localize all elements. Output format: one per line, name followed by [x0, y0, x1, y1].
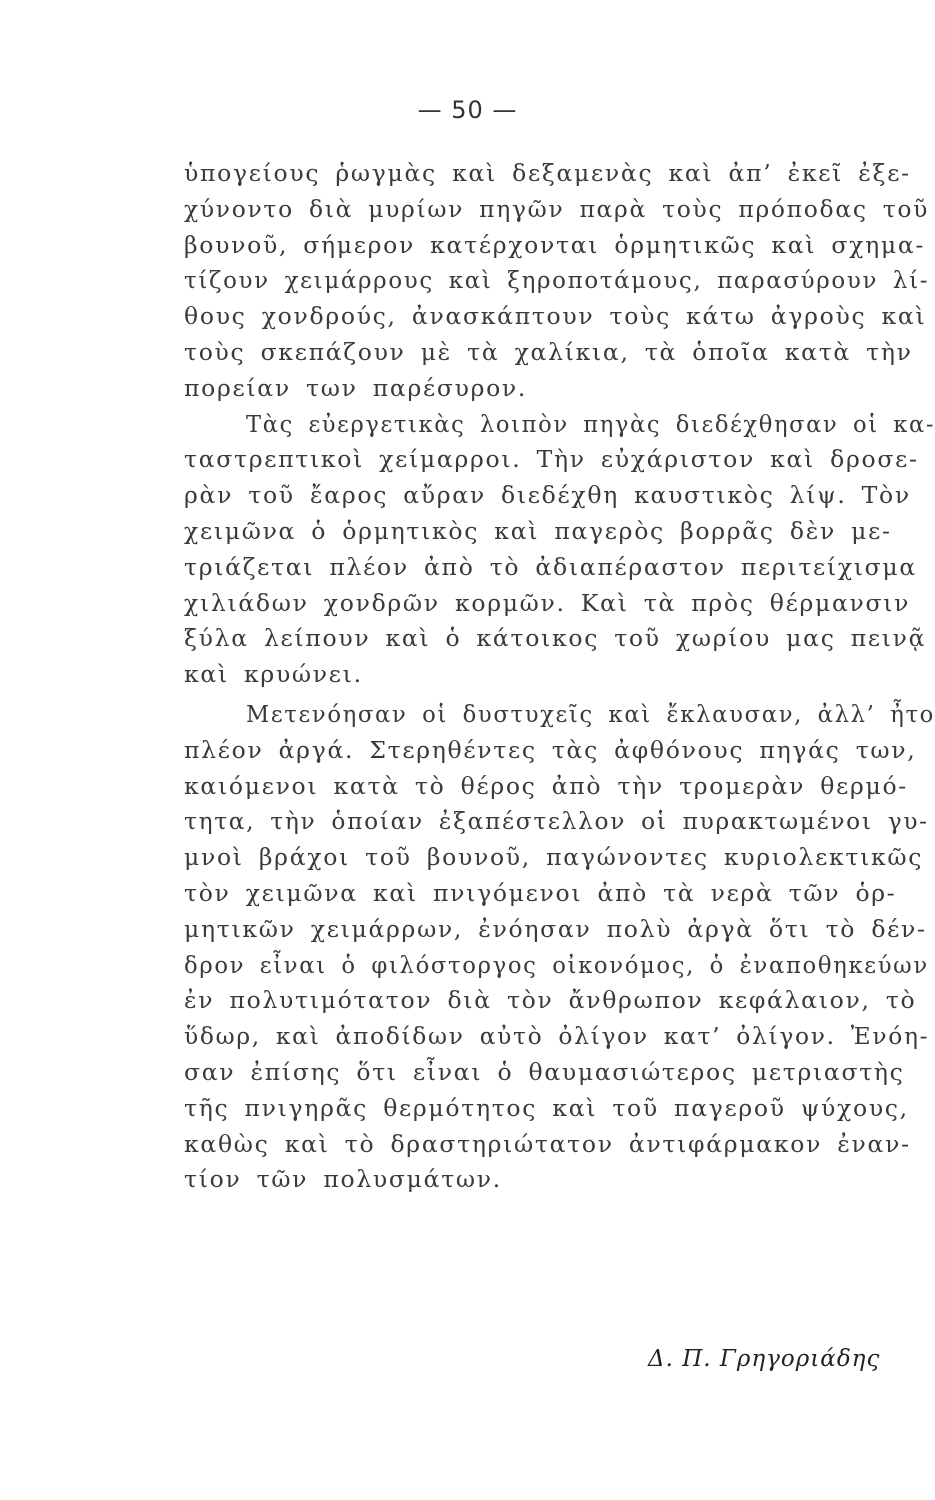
- text-line: καὶ κρυώνει.: [184, 660, 363, 689]
- text-line: τριάζεται πλέον ἀπὸ τὸ ἀδιαπέραστον περιτείχισμα: [184, 552, 917, 581]
- text-line: θους χονδρούς, ἀνασκάπτουν τοὺς κάτω ἀγροὺς καὶ: [184, 302, 927, 331]
- text-line: χιλιάδων χονδρῶν κορμῶν. Καὶ τὰ πρὸς θέρμανσιν: [184, 588, 911, 617]
- text-line: ρὰν τοῦ ἔαρος αὔραν διεδέχθη καυστικὸς λίψ. Τὸν: [184, 481, 911, 510]
- text-line: μητικῶν χειμάρρων, ἐνόησαν πολὺ ἀργὰ ὅτι τὸ δέν-: [184, 914, 927, 943]
- text-line: ἐν πολυτιμότατον διὰ τὸν ἄνθρωπον κεφάλαιον, τὸ: [184, 986, 917, 1015]
- text-line: τίζουν χειμάρρους καὶ ξηροποτάμους, παρασύρουν λί-: [184, 266, 930, 295]
- text-line: τίον τῶν πολυσμάτων.: [184, 1165, 502, 1194]
- page-number: — 50 —: [417, 96, 518, 124]
- text-line: καιόμενοι κατὰ τὸ θέρος ἀπὸ τὴν τρομερὰν θερμό-: [184, 771, 908, 800]
- text-line: χειμῶνα ὁ ὁρμητικὸς καὶ παγερὸς βορρᾶς δὲν με-: [184, 516, 892, 545]
- text-line: πορείαν των παρέσυρον.: [184, 373, 528, 402]
- paragraph-start-line: Τὰς εὐεργετικὰς λοιπὸν πηγὰς διεδέχθησαν οἱ κα-: [246, 409, 935, 438]
- text-line: δρον εἶναι ὁ φιλόστοργος οἰκονόμος, ὁ ἐναποθηκεύων: [184, 950, 929, 979]
- text-line: μνοὶ βράχοι τοῦ βουνοῦ, παγώνοντες κυριολεκτικῶς: [184, 843, 924, 872]
- text-line: τὸν χειμῶνα καὶ πνιγόμενοι ἀπὸ τὰ νερὰ τῶν ὁρ-: [184, 878, 897, 907]
- text-line: τητα, τὴν ὁποίαν ἐξαπέστελλον οἱ πυρακτωμένοι γυ-: [184, 807, 929, 836]
- text-line: ταστρεπτικοὶ χείμαρροι. Τὴν εὐχάριστον καὶ δροσε-: [184, 445, 919, 474]
- text-line: ὕδωρ, καὶ ἀποδίδων αὐτὸ ὀλίγον κατ’ ὀλίγον. Ἐνόη-: [184, 1022, 930, 1051]
- text-line: ξύλα λείπουν καὶ ὁ κάτοικος τοῦ χωρίου μας πεινᾷ: [184, 624, 927, 653]
- text-line: βουνοῦ, σήμερον κατέρχονται ὁρμητικῶς καὶ σχημα-: [184, 230, 926, 259]
- author-signature: Δ. Π. Γρηγοριάδης: [648, 1346, 881, 1372]
- text-line: τοὺς σκεπάζουν μὲ τὰ χαλίκια, τὰ ὁποῖα κατὰ τὴν: [184, 337, 913, 366]
- paragraph-start-line: Μετενόησαν οἱ δυστυχεῖς καὶ ἔκλαυσαν, ἀλλ’ ἦτο: [246, 699, 935, 728]
- text-line: χύνοντο διὰ μυρίων πηγῶν παρὰ τοὺς πρόποδας τοῦ: [184, 194, 930, 223]
- text-line: καθὼς καὶ τὸ δραστηριώτατον ἀντιφάρμακον ἐναν-: [184, 1129, 911, 1158]
- body-text: [184, 156, 935, 1198]
- text-line: τῆς πνιγηρᾶς θερμότητος καὶ τοῦ παγεροῦ ψύχους,: [184, 1093, 909, 1122]
- text-line: πλέον ἀργά. Στερηθέντες τὰς ἀφθόνους πηγάς των,: [184, 735, 917, 764]
- text-line: ὑπογείους ῥωγμὰς καὶ δεξαμενὰς καὶ ἀπ’ ἐκεῖ ἐξε-: [184, 159, 911, 187]
- text-line: σαν ἐπίσης ὅτι εἶναι ὁ θαυμασιώτερος μετριαστὴς: [184, 1057, 905, 1086]
